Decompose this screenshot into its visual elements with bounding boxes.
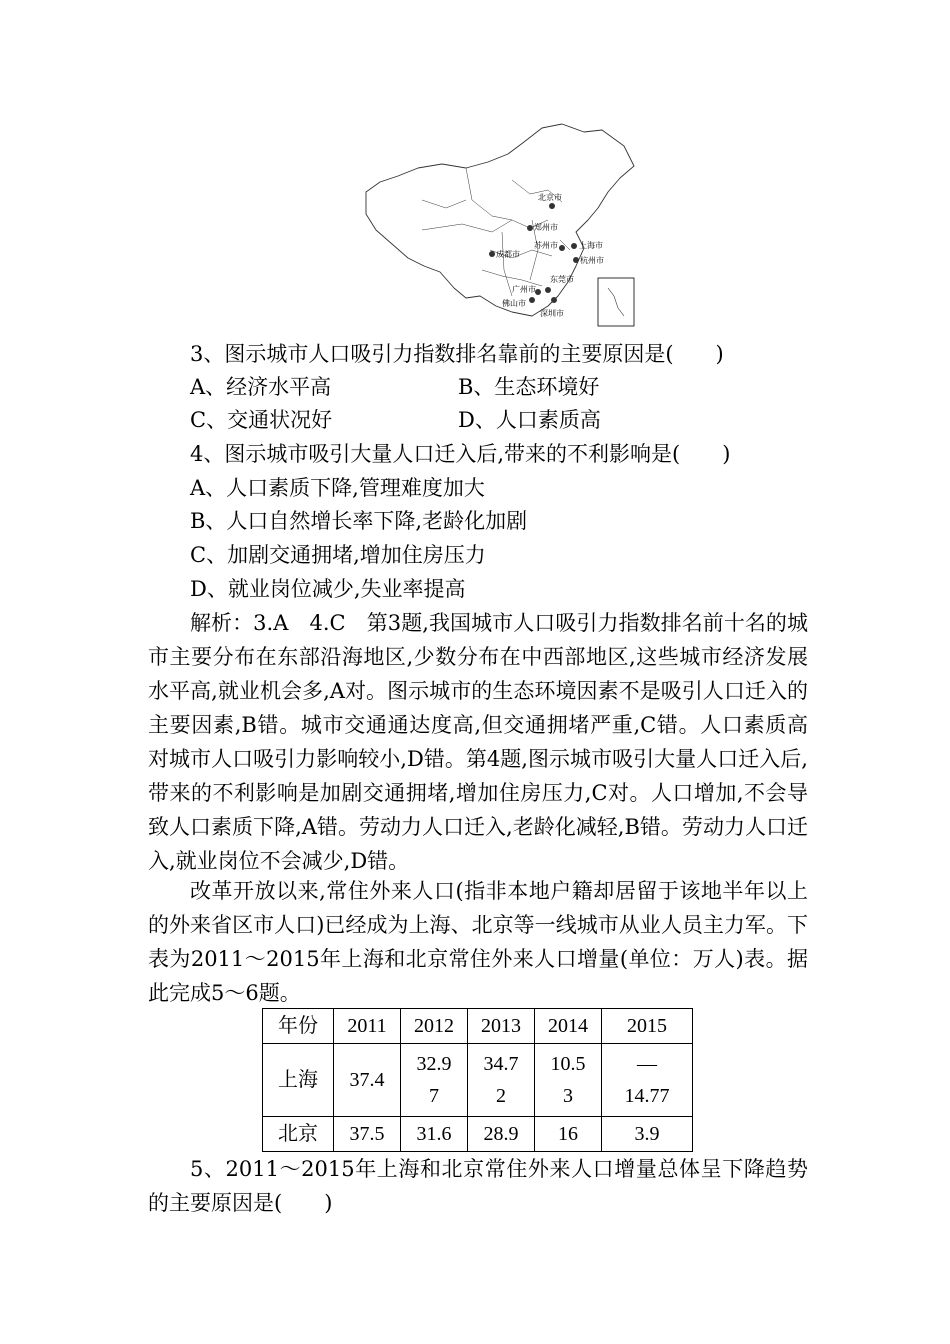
city-label-foshan: 佛山市 bbox=[502, 299, 526, 308]
china-outline bbox=[366, 124, 634, 316]
intro-paragraph: 改革开放以来,常住外来人口(指非本地户籍却居留于该地半年以上的外来省区市人口)已经成为上海、北京等一线城市从业人员主力军。下表为2011～2015年上海和北京常住外来人口增量(单位：万人)表。据此完成5～6题。 bbox=[148, 879, 808, 1005]
table-header-cell: 2012 bbox=[401, 1009, 468, 1044]
table-header-row bbox=[263, 1009, 693, 1044]
table-header-cell: 年份 bbox=[263, 1009, 334, 1044]
table-cell: 37.5 bbox=[334, 1117, 401, 1152]
analysis-paragraph: 解析：3.A 4.C 第3题,我国城市人口吸引力指数排名前十名的城市主要分布在东部沿海地区,少数分布在中西部地区,这些城市经济发展水平高,就业机会多,A对。图示城市的生态环境因素不是吸引人口迁入的主要因素,B错。城市交通通达度高,但交通拥堵严重,C错。人口素质高对城市人口吸引力影响较小,D错。第4题,图示城市吸引大量人口迁入后,带来的不利影响是加剧交通拥堵,增加住房压力,C对。人口增加,不会导致人口素质下降,A错。劳动力人口迁入,老龄化减轻,B错。劳动力人口迁入,就业岗位不会减少,D错。 bbox=[148, 611, 808, 873]
city-label-zhengzhou: 郑州市 bbox=[534, 223, 558, 232]
table-cell: 3.9 bbox=[602, 1117, 693, 1152]
table-cell: 34.7 2 bbox=[468, 1044, 535, 1117]
q3-option-d: D、人口素质高 bbox=[458, 408, 601, 432]
city-label-hangzhou: 杭州市 bbox=[580, 256, 604, 265]
q3-option-b: B、生态环境好 bbox=[458, 375, 600, 399]
q3-option-c: C、交通状况好 bbox=[190, 408, 333, 432]
city-label-shanghai: 上海市 bbox=[579, 241, 603, 250]
city-label-shenzhen: 深圳市 bbox=[540, 309, 564, 318]
q4-option-a: A、人口素质下降,管理难度加大 bbox=[190, 476, 485, 500]
china-city-map bbox=[362, 120, 642, 332]
q4-option-b: B、人口自然增长率下降,老龄化加剧 bbox=[190, 509, 528, 533]
table-cell: 31.6 bbox=[401, 1117, 468, 1152]
q5-stem: 5、2011～2015年上海和北京常住外来人口增量总体呈下降趋势的主要原因是( ) bbox=[148, 1157, 808, 1215]
table-header-cell: 2014 bbox=[535, 1009, 602, 1044]
city-label-beijing: 北京市 bbox=[538, 193, 562, 202]
row-label: 上海 bbox=[263, 1044, 334, 1117]
table-header-cell: 2013 bbox=[468, 1009, 535, 1044]
q3-stem: 3、图示城市人口吸引力指数排名靠前的主要原因是( ) bbox=[190, 342, 724, 366]
table-header-cell: 2015 bbox=[602, 1009, 693, 1044]
population-increment-table bbox=[262, 1008, 693, 1152]
q4-stem: 4、图示城市吸引大量人口迁入后,带来的不利影响是( ) bbox=[190, 442, 731, 466]
table-cell: 28.9 bbox=[468, 1117, 535, 1152]
table-cell: 32.9 7 bbox=[401, 1044, 468, 1117]
table-cell: 37.4 bbox=[334, 1044, 401, 1117]
row-label: 北京 bbox=[263, 1117, 334, 1152]
table-row bbox=[263, 1117, 693, 1152]
city-label-dongguan: 东莞市 bbox=[550, 275, 574, 284]
table-cell: 16 bbox=[535, 1117, 602, 1152]
table-cell: 10.5 3 bbox=[535, 1044, 602, 1117]
city-label-guangzhou: 广州市 bbox=[512, 285, 536, 294]
q4-option-c: C、加剧交通拥堵,增加住房压力 bbox=[190, 543, 486, 567]
table-row bbox=[263, 1044, 693, 1117]
city-label-suzhou: 苏州市 bbox=[534, 241, 558, 250]
table-cell: — 14.77 bbox=[602, 1044, 693, 1117]
q4-option-d: D、就业岗位减少,失业率提高 bbox=[190, 577, 466, 601]
q3-option-a: A、经济水平高 bbox=[190, 375, 332, 399]
table-header-cell: 2011 bbox=[334, 1009, 401, 1044]
city-label-chengdu: 成都市 bbox=[496, 250, 520, 259]
